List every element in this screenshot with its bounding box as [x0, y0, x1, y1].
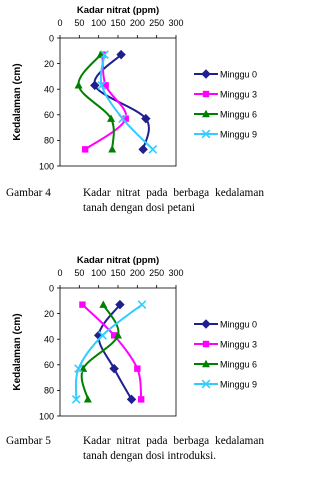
legend-minggu-0-label: Minggu 0 [220, 319, 258, 330]
legend-minggu-9-label: Minggu 9 [220, 379, 258, 390]
x-tick-label: 50 [74, 18, 85, 28]
y-tick-label: 80 [43, 385, 54, 396]
series-minggu-0-point [128, 395, 136, 403]
series-minggu-0-point [110, 365, 118, 373]
caption-label: Gambar 4 [6, 187, 51, 199]
y-tick-label: 0 [48, 283, 54, 294]
legend-minggu-3-label: Minggu 3 [220, 339, 258, 350]
y-tick-label: 0 [48, 33, 54, 44]
chart-title: Kadar nitrat (ppm) [76, 5, 160, 16]
y-tick-label: 40 [43, 334, 54, 345]
x-tick-label: 200 [129, 268, 145, 278]
chart-nitrat-petani [0, 0, 264, 180]
series-minggu-6-point [99, 300, 107, 307]
y-tick-label: 40 [43, 84, 54, 95]
series-minggu-9-point [149, 146, 157, 154]
x-tick-label: 150 [110, 268, 126, 278]
caption-label: Gambar 5 [6, 435, 51, 447]
x-tick-label: 150 [110, 18, 126, 28]
caption-text: Kadar nitrat pada berbaga kedalaman tanah dengan dosi introduksi. [83, 435, 264, 462]
series-minggu-3-point [138, 396, 144, 402]
y-tick-label: 100 [38, 161, 54, 172]
chart-nitrat-introduksi [0, 250, 264, 430]
series-minggu-3-point [82, 146, 88, 152]
series-minggu-9-point [138, 301, 146, 309]
y-axis-label: Kedalaman (cm) [12, 313, 23, 391]
caption-gambar-4 [6, 186, 264, 216]
legend-minggu-9-label: Minggu 9 [220, 129, 258, 140]
chart-title: Kadar nitrat (ppm) [76, 255, 160, 266]
series-minggu-6-point [84, 395, 92, 402]
legend [194, 69, 257, 139]
x-tick-label: 50 [74, 268, 85, 278]
x-tick-label: 300 [168, 18, 184, 28]
legend-minggu-0-marker [202, 320, 210, 328]
x-tick-label: 250 [149, 18, 165, 28]
legend-minggu-3-marker [203, 341, 209, 347]
y-tick-label: 60 [43, 110, 54, 121]
y-tick-label: 20 [43, 308, 54, 319]
x-tick-label: 200 [129, 18, 145, 28]
legend-minggu-0-label: Minggu 0 [220, 69, 258, 80]
series-minggu-3-line [82, 305, 141, 400]
series-minggu-6-point [108, 145, 116, 152]
legend-minggu-3-marker [203, 91, 209, 97]
legend-minggu-6-label: Minggu 6 [220, 109, 258, 120]
series-minggu-0-point [139, 145, 147, 153]
x-tick-label: 250 [149, 268, 165, 278]
caption-text: Kadar nitrat pada berbaga kedalaman tanah dengan dosi petani [83, 187, 264, 214]
series-minggu-3-point [134, 365, 140, 371]
caption-gambar-5 [6, 434, 264, 464]
x-tick-label: 100 [91, 18, 107, 28]
legend-minggu-0-marker [202, 70, 210, 78]
legend [194, 319, 257, 389]
x-tick-label: 300 [168, 268, 184, 278]
x-tick-label: 0 [57, 18, 63, 28]
legend-minggu-3-label: Minggu 3 [220, 89, 258, 100]
series-minggu-6-point [75, 81, 83, 88]
x-tick-label: 0 [57, 268, 63, 278]
legend-minggu-6-label: Minggu 6 [220, 359, 258, 370]
series-minggu-3-point [79, 301, 85, 307]
y-tick-label: 60 [43, 360, 54, 371]
series-minggu-6 [79, 300, 122, 402]
y-axis-label: Kedalaman (cm) [12, 63, 23, 141]
y-tick-label: 20 [43, 58, 54, 69]
y-tick-label: 80 [43, 135, 54, 146]
y-tick-label: 100 [38, 411, 54, 422]
x-tick-label: 100 [91, 268, 107, 278]
